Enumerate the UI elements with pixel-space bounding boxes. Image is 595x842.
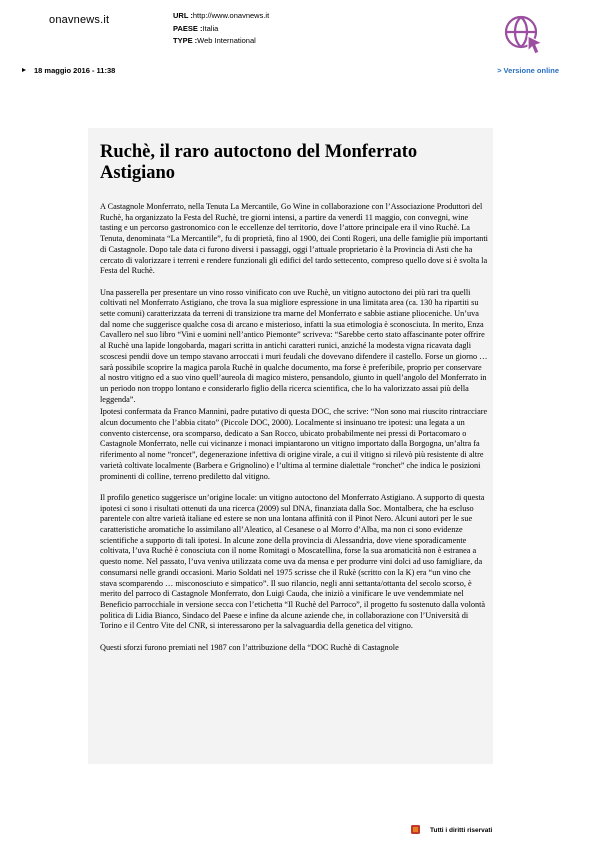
publication-date-text: 18 maggio 2016 - 11:38 <box>34 66 116 75</box>
meta-type-value: Web International <box>197 36 256 45</box>
article-paragraph: Questi sforzi furono premiati nel 1987 con l’attribuzione della “DOC Ruchè di Castagnole <box>100 642 399 652</box>
meta-country-value: Italia <box>202 23 219 33</box>
article-panel <box>88 128 493 764</box>
bullet-triangle-icon <box>22 68 26 72</box>
article-paragraph: Ipotesi confermata da Franco Mannini, padre putativo di questa DOC, che scrive: “Non sono mai riuscito rintracciare alcun documento che l’abbia citato” (Piccole DOC, 2000). Localmente si insinuano tre ipotesi: una legata a un convento cistercense, ora scomparso, dedicato a San Rocco, ubicato probabilmente nei pressi di Portacomaro o Castagnole Monferrato, nelle cui vicinanze i monaci impiantarono un vitigno importato dalla Borgogna, un’altra fa riferimento al nome “roncet”, degenerazione infettiva di origine virale, a cui il vitigno si rilevò più resistente di altre varietà coltivate localmente (Barbera e Grignolino) e l’ultima al termine dialettale “ronchet” che indica le posizioni prominenti di colline, terreno prediletto dal vitigno. <box>100 407 488 481</box>
meta-country-row <box>173 23 269 36</box>
article-paragraph: A Castagnole Monferrato, nella Tenuta La Mercantile, Go Wine in collaborazione con l’Associazione Produttori del Ruchè, ha organizzato la Festa del Ruchè, tre giorni intensi, a partire da venerdì 11 maggio, con convegni, wine tasting e un percorso gastronomico con le eccellenze del territorio, dove l’attore principale era il vino Ruchè. La Tenuta, denominata “La Mercantile”, fu di proprietà, fino al 1900, dei Conti Rogeri, una delle famiglie più importanti di Castagnole. Dopo tale data ci furono diversi i passaggi, oggi l’attuale proprietario è la Provincia di Asti che ha cercato di valorizzare i terreni e rendere funzionali gli edifici del tardo settecento, compreso quello dove si è svolta la Festa del Ruchè. <box>100 202 488 276</box>
meta-url-label: URL : <box>173 11 193 20</box>
meta-type-label: TYPE : <box>173 36 198 45</box>
copyright-flag-icon <box>411 825 420 834</box>
article-paragraph: Una passerella per presentare un vino rosso vinificato con uve Ruchè, un vitigno autoctono dei più rari tra quelli coltivati nel Monferrato Astigiano, che trova la sua migliore espressione in una limitata area (ca. 130 ha ripartiti su sette comuni) caratterizzata da terreni di transizione tra marne del Monferrato e sabbie astiane plioceniche. Un’uva dal nome che suggerisce qualche cosa di arcano e misterioso, infatti la sua etimologia è sconosciuta. In merito, Enza Cavallero nel suo libro “Vini e uomini nell’antico Piemonte” scriveva: “Sarebbe certo stato affascinante poter offrire al Ruchè una lapide longobarda, magari scritta in antichi caratteri runici, anziché la modesta vigna ricavata dagli scoscesi pendii dove un tempo stavano arroccati i muri feudali che dovevano difendere il castello. Forse un giorno … sarà possibile scoprire la magica parola Ruchè in qualche documento, ma forse è preferibile, proprio per conservare al nostro vitigno ed a suo vino quell’aureola di magico mistero, pensandolo, giunto in quell’angolo del Monferrato in un periodo non troppo lontano e considerarlo figlio della ricerca scientifica, che lo ha valorizzato assai più della leggenda”. <box>100 287 488 404</box>
article-title: Ruchè, il raro autoctono del Monferrato Astigiano <box>100 142 418 183</box>
cursor-click-globe-icon <box>503 14 545 56</box>
online-version-link[interactable]: > Versione online <box>497 66 559 75</box>
source-meta <box>173 10 269 48</box>
footer-rights <box>411 825 492 834</box>
meta-type-row <box>173 35 269 48</box>
article-body <box>100 202 489 653</box>
meta-url-value[interactable]: http://www.onavnews.it <box>192 11 270 20</box>
publication-date <box>22 66 115 75</box>
meta-url-row <box>173 10 269 23</box>
footer-rights-text: Tutti i diritti riservati <box>430 827 493 834</box>
meta-country-label: PAESE : <box>173 23 203 33</box>
article-paragraph: Il profilo genetico suggerisce un’origine locale: un vitigno autoctono del Monferrato Astigiano. A supporto di questa ipotesi ci sono i risultati ottenuti da una ricerca (2009) sul DNA, finanziata dalla Soc. Montalbera, che ha escluso parentele con altre varietà italiane ed estere se non una lontana affinità con il Pinot Nero. Alcuni autori per le sue caratteristiche aromatiche lo assimilano all’Aleatico, al Cesanese o al Morro d’Alba, ma non ci sono evidenze scientifiche a supporto di tali ipotesi. In alcune zone della provincia di Alessandria, dove viene sporadicamente coltivata, l’uva Ruchè è conosciuta con il nome Romitagi o Moscatellina, forse la sua aromaticità non è estranea a questo nome. Nel passato, l’uva veniva utilizzata come uva da mensa e per produrre vini dolci ad uso famigliare, da consumarsi nelle grandi occasioni. Mario Soldati nel 1975 scrisse che il Rukè (scritto con la K) era “un vino che stava scomparendo … misconosciuto e simpatico”. Il suo rilancio, negli anni settanta/ottanta del secolo scorso, è merito del parroco di Castagnole Monferrato, don Luigi Cauda, che iniziò a vinificare le uve vendemmiate nel Beneficio parrocchiale in versione secca con l’etichetta “Il Ruchè del Parroco”, il progetto fu sostenuto dalla volontà politica di Lidia Bianco, Sindaco del Paese e infine da alcune aziende che, in collaborazione con l’Università di Torino e il Centro Vite del CNR, si interessarono per la salvaguardia della genetica del vitigno. <box>100 492 486 631</box>
site-brand: onavnews.it <box>49 14 110 26</box>
